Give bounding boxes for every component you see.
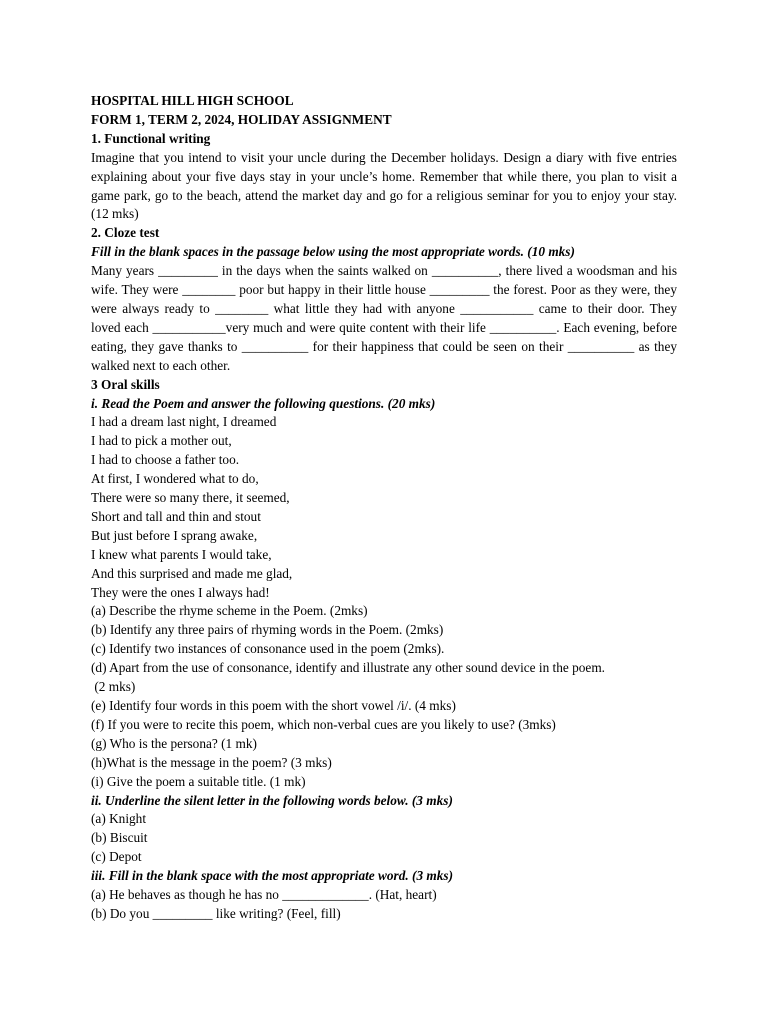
part-i-instruction: i. Read the Poem and answer the following questions. (20 mks) <box>91 395 436 411</box>
school-name: HOSPITAL HILL HIGH SCHOOL <box>91 93 294 108</box>
cloze-passage: Many years _________ in the days when the saints walked on __________, there lived a woodsman and his wife. They were ________ poor but happy in their little house _________ the forest. Poor as they were, they were always ready to ________ what little they had with anyone ___________ came to their door. They loved each ___________very much and were quite content with their life __________. Each evening, before eating, they gave thanks to __________ for their happiness that could be seen on their __________ as they walked next to each other. <box>91 263 677 373</box>
section-2-instruction: Fill in the blank spaces in the passage below using the most appropriate words. (10 mks) <box>91 244 575 260</box>
question-item: (d) Apart from the use of consonance, identify and illustrate any other sound device in the poem. <box>91 660 605 676</box>
question-item: (g) Who is the persona? (1 mk) <box>91 735 257 751</box>
silent-letter-word: (b) Biscuit <box>91 830 148 846</box>
document-body <box>91 92 677 924</box>
poem-line: At first, I wondered what to do, <box>91 471 259 487</box>
poem-line: And this surprised and made me glad, <box>91 565 293 581</box>
poem-line: I had to pick a mother out, <box>91 433 232 449</box>
poem-line: But just before I sprang awake, <box>91 527 258 543</box>
silent-letter-word: (c) Depot <box>91 849 142 865</box>
question-item: (b) Identify any three pairs of rhyming words in the Poem. (2mks) <box>91 622 444 638</box>
question-item: (i) Give the poem a suitable title. (1 mk) <box>91 773 306 789</box>
question-item: (a) Describe the rhyme scheme in the Poem. (2mks) <box>91 603 368 619</box>
section-2-heading: 2. Cloze test <box>91 225 160 241</box>
poem-line: They were the ones I always had! <box>91 584 270 600</box>
poem-line: I had a dream last night, I dreamed <box>91 414 277 430</box>
question-item: (e) Identify four words in this poem with the short vowel /i/. (4 mks) <box>91 698 456 713</box>
part-iii-instruction: iii. Fill in the blank space with the most appropriate word. (3 mks) <box>91 868 454 884</box>
question-item: (h)What is the message in the poem? (3 mks) <box>91 754 332 770</box>
part-ii-instruction: ii. Underline the silent letter in the following words below. (3 mks) <box>91 792 453 808</box>
poem-line: Short and tall and thin and stout <box>91 508 261 524</box>
question-item: (c) Identify two instances of consonance used in the poem (2mks). <box>91 641 445 657</box>
section-1-heading: 1. Functional writing <box>91 130 211 146</box>
silent-letter-word: (a) Knight <box>91 811 147 827</box>
fill-blank-item: (a) He behaves as though he has no _____________. (Hat, heart) <box>91 887 437 903</box>
question-item-continuation: (2 mks) <box>91 679 136 695</box>
poem-line: There were so many there, it seemed, <box>91 490 290 506</box>
question-item: (f) If you were to recite this poem, which non-verbal cues are you likely to use? (3mks) <box>91 716 556 732</box>
section-3-heading: 3 Oral skills <box>91 376 160 392</box>
section-1-body: Imagine that you intend to visit your uncle during the December holidays. Design a diary with five entries explaining about your five days stay in your uncle’s home. Remember that while there, you plan to visit a game park, go to the beach, attend the market day and go for a religious seminar for you to enjoy your stay. (12 mks) <box>91 149 677 222</box>
fill-blank-item: (b) Do you _________ like writing? (Feel, fill) <box>91 905 341 921</box>
poem-line: I knew what parents I would take, <box>91 546 272 562</box>
poem-line: I had to choose a father too. <box>91 452 240 468</box>
assignment-title: FORM 1, TERM 2, 2024, HOLIDAY ASSIGNMENT <box>91 111 392 127</box>
